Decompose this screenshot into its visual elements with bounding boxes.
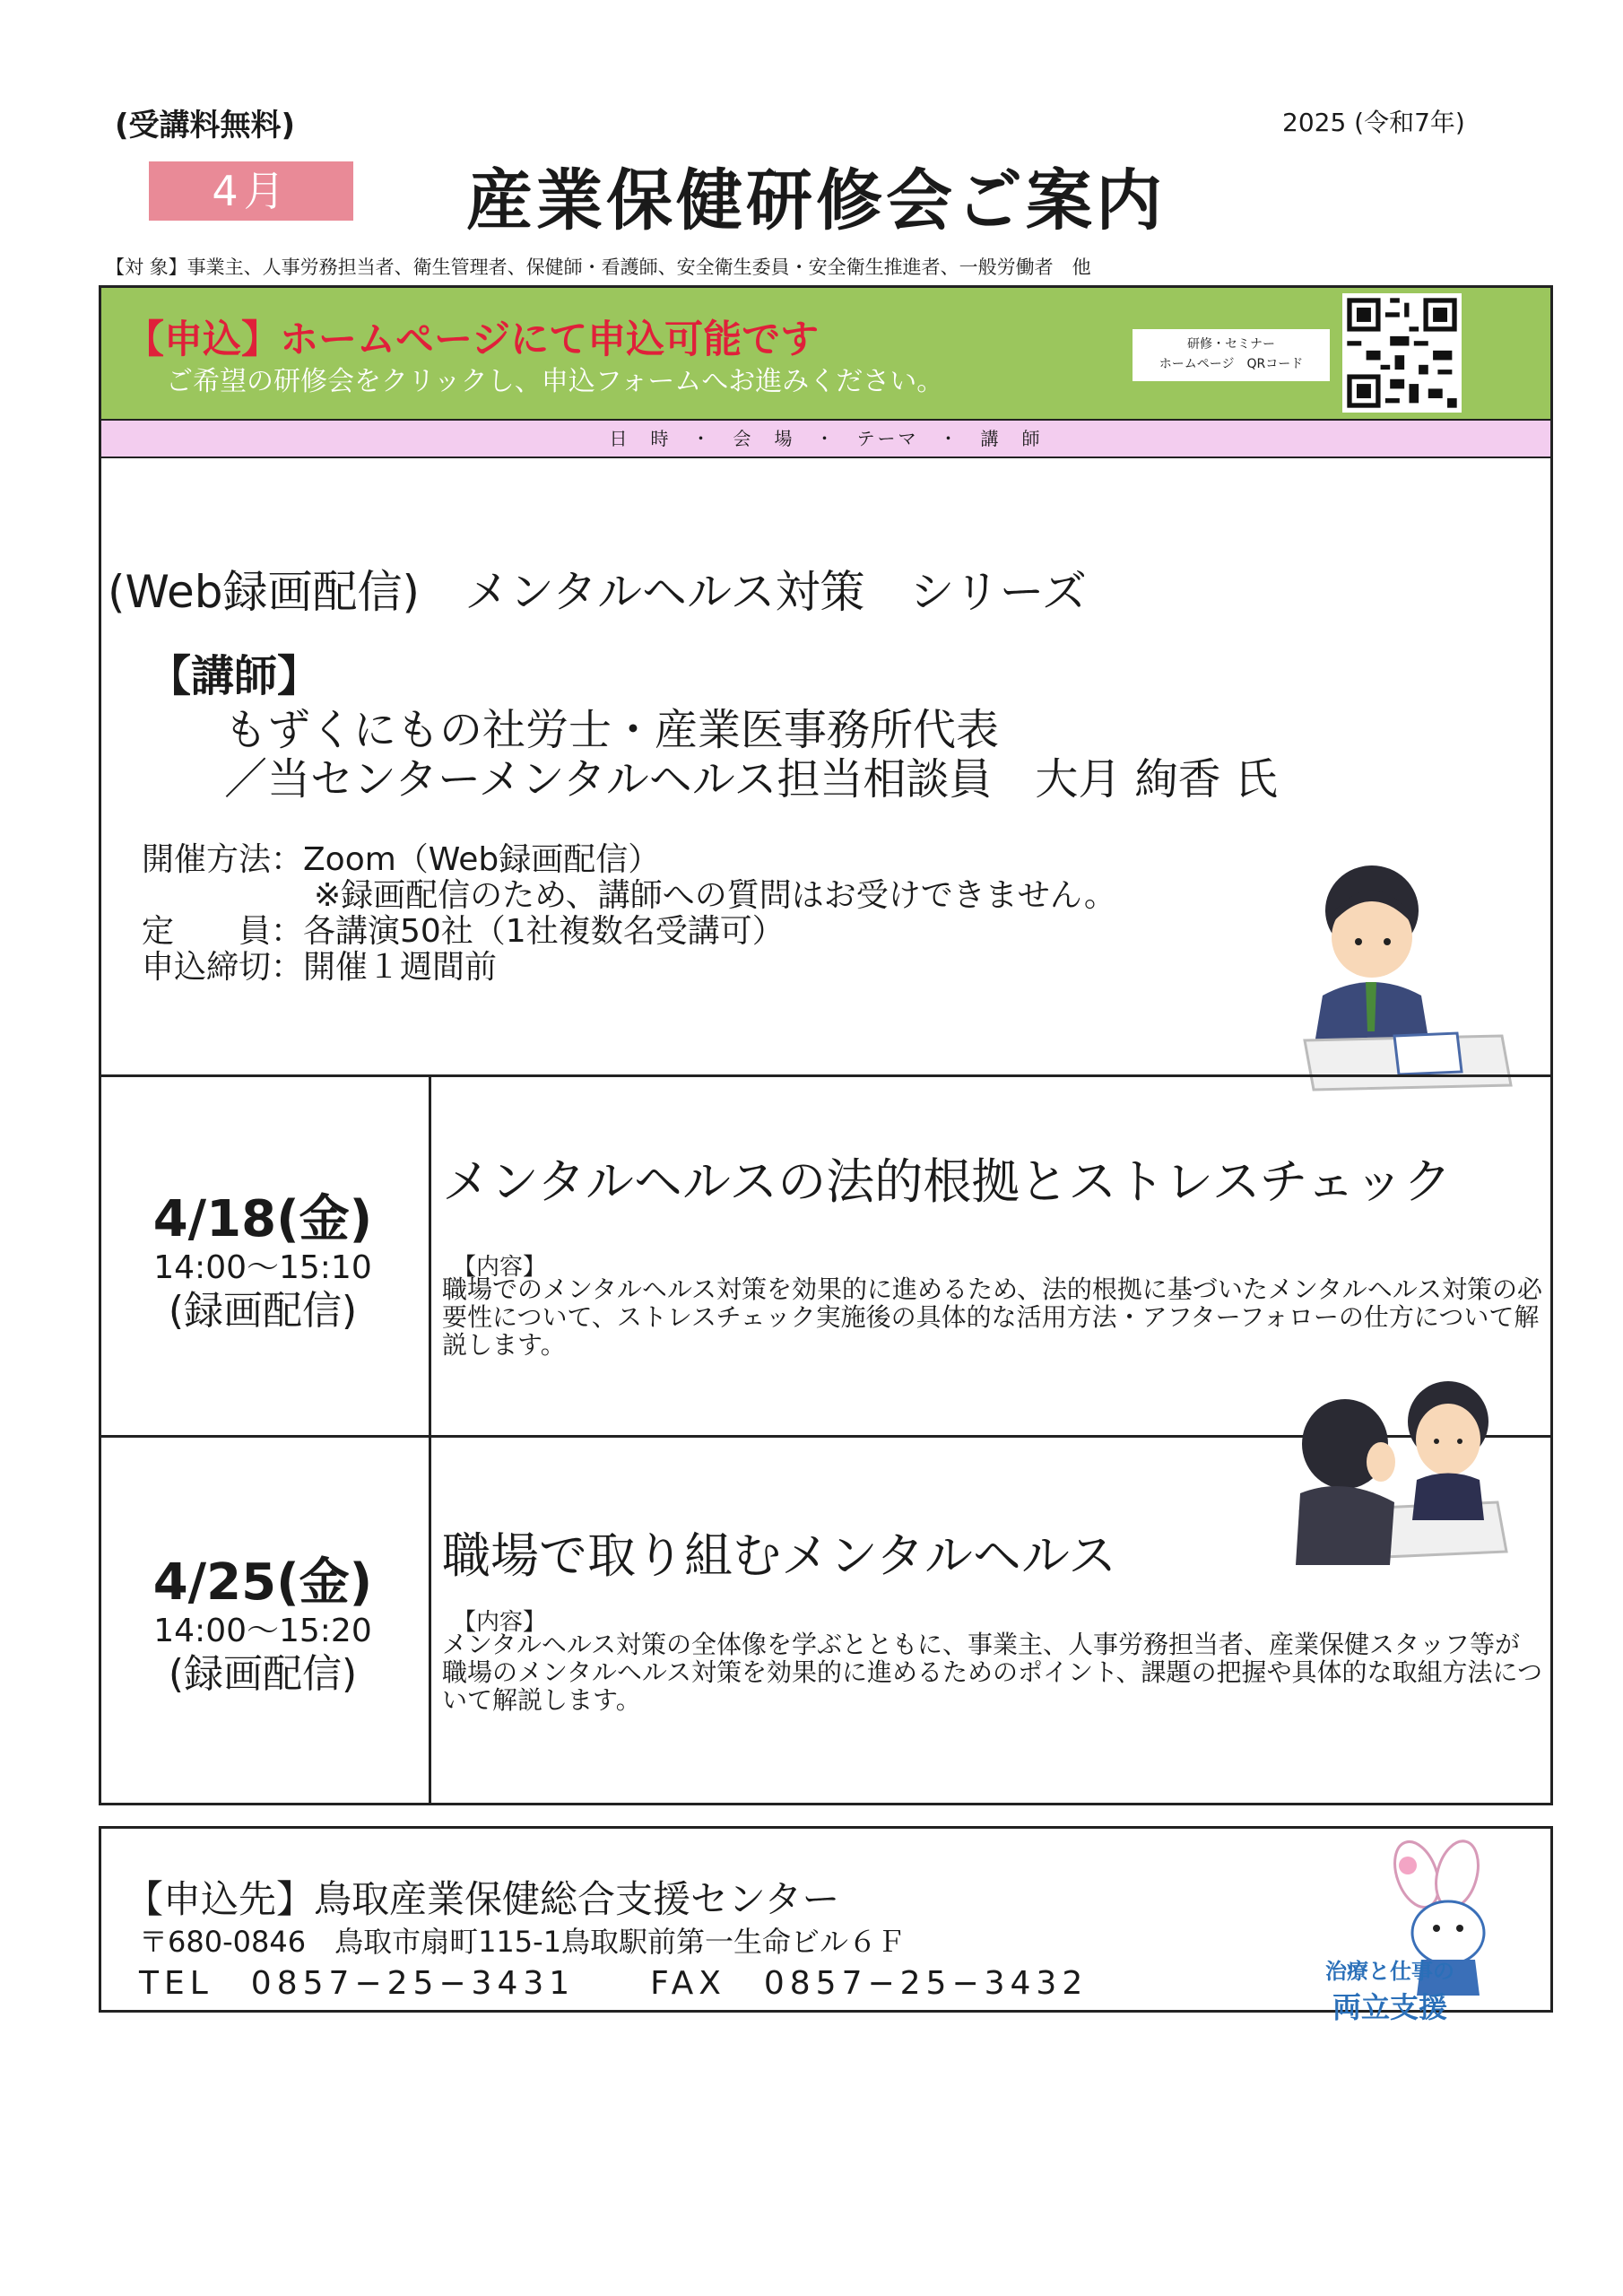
session-date: 4/25(金) (152, 1553, 373, 1612)
target-audience: 【対 象】事業主、人事労務担当者、衛生管理者、保健師・看護師、安全衛生委員・安全衛生推進者、一般労働者 他 (106, 257, 1091, 278)
session-content: 職場でのメンタルヘルス対策を効果的に進めるため、法的根拠に基づいたメンタルヘルス対策の必要性について、ストレスチェック実施後の具体的な活用方法・アフターフォローの仕方について解説します。 (442, 1274, 1542, 1360)
deadline-info: 申込締切：開催１週間前 (142, 949, 498, 986)
support-line-2: 両立支援 (1332, 1990, 1447, 2024)
session-title: メンタルヘルスの法的根拠とストレスチェック (442, 1153, 1452, 1210)
session-title: 職場で取り組むメンタルヘルス (442, 1527, 1117, 1584)
session-mode: (録画配信) (168, 1288, 358, 1334)
lecturer-heading: 【講師】 (148, 651, 321, 701)
session-date: 4/18(金) (152, 1190, 373, 1248)
year-label: 2025 (令和7年) (1282, 108, 1465, 137)
method-note: ※録画配信のため、講師への質問はお受けできません。 (314, 877, 1116, 914)
support-line-1: 治療と仕事の (1325, 1959, 1454, 1984)
qr-label-line1: 研修・セミナー (1187, 337, 1275, 352)
support-logo-text (1325, 1953, 1454, 2026)
page-title: 産業保健研修会ご案内 (466, 162, 1166, 239)
apply-heading[interactable]: 【申込】ホームページにて申込可能です (126, 317, 820, 362)
consultant-illustration-icon (1287, 861, 1520, 1116)
session-content: メンタルヘルス対策の全体像を学ぶとともに、事業主、人事労務担当者、産業保健スタッフ等が職場のメンタルヘルス対策を効果的に進めるためのポイント、課題の把握や具体的な取組方法について解説します。 (442, 1630, 1542, 1715)
month-badge: 4月 (149, 161, 353, 221)
qr-code-icon[interactable] (1342, 293, 1462, 413)
session-time: 14:00～15:10 (153, 1249, 372, 1286)
series-title: (Web録画配信) メンタルヘルス対策 シリーズ (108, 566, 1088, 618)
lecturer-line-2: ／当センターメンタルヘルス担当相談員 大月 絢香 氏 (224, 754, 1278, 804)
free-admission-label: (受講料無料) (115, 108, 296, 144)
qr-label-line2: ホームページ QRコード (1159, 357, 1304, 371)
divider (99, 1074, 1553, 1077)
session-time: 14:00～15:20 (153, 1613, 372, 1649)
session-mode: (録画配信) (168, 1651, 358, 1697)
contact-phone-fax: TEL 0857−25−3431 FAX 0857−25−3432 (139, 1965, 1089, 2002)
contact-org: 【申込先】鳥取産業保健総合支援センター (126, 1877, 840, 1921)
content-label: 【内容】 (453, 1254, 547, 1281)
consultation-illustration-icon (1282, 1377, 1515, 1596)
qr-label (1133, 329, 1330, 381)
column-header-bar: 日 時 ・ 会 場 ・ テーマ ・ 講 師 (101, 419, 1550, 458)
content-label: 【内容】 (453, 1609, 547, 1636)
column-divider (429, 1074, 431, 1805)
lecturer-line-1: もずくにもの社労士・産業医事務所代表 (224, 705, 1000, 755)
apply-subtext: ご希望の研修会をクリックし、申込フォームへお進みください。 (166, 366, 944, 397)
capacity-info: 定 員：各講演50社（1社複数名受講可） (142, 913, 785, 950)
method-info: 開催方法：Zoom（Web録画配信） (142, 841, 661, 878)
contact-address: 〒680-0846 鳥取市扇町115-1鳥取駅前第一生命ビル６Ｆ (139, 1925, 907, 1959)
